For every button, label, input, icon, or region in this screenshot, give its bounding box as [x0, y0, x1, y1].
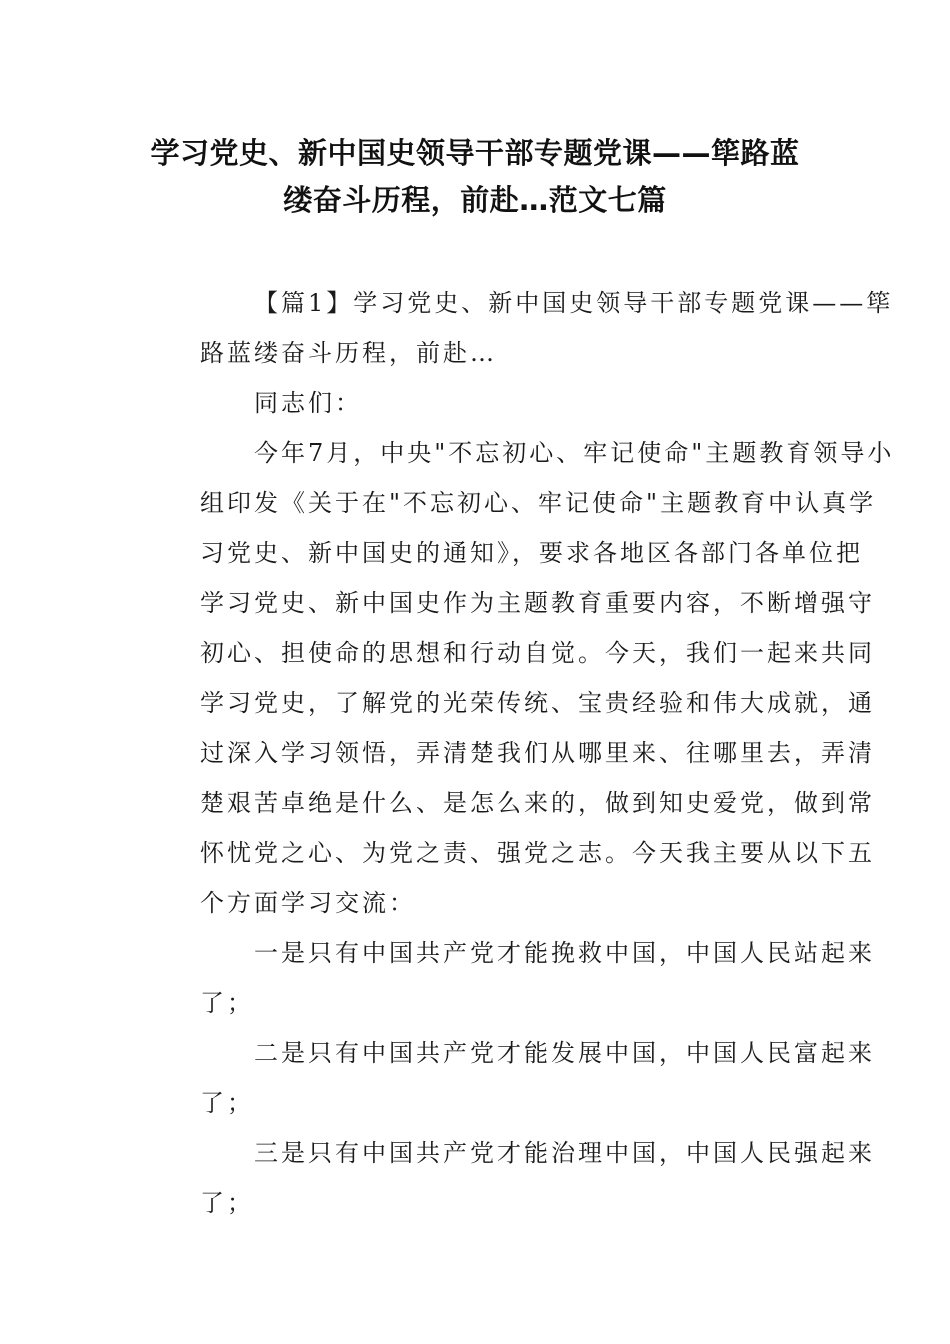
text-line: 学习党史，了解党的光荣传统、宝贵经验和伟大成就，通	[200, 689, 875, 717]
text-line: 了；	[200, 989, 254, 1017]
text-line: 了；	[200, 1189, 254, 1217]
salutation-paragraph	[146, 378, 810, 428]
text-line: 今年7月，中央"不忘初心、牢记使命"主题教育领导小	[254, 439, 895, 467]
text-line: 【篇1】学习党史、新中国史领导干部专题党课——筚	[254, 289, 894, 317]
text-line: 路蓝缕奋斗历程，前赴…	[200, 339, 497, 367]
text-line: 怀忧党之心、为党之责、强党之志。今天我主要从以下五	[200, 839, 875, 867]
text-line: 同志们：	[254, 389, 362, 417]
document-title-line: 缕奋斗历程，前赴…范文七篇	[283, 183, 667, 217]
text-line: 了；	[200, 1089, 254, 1117]
section-heading-paragraph	[146, 278, 894, 378]
document-title-line: 学习党史、新中国史领导干部专题党课——筚路蓝	[150, 136, 800, 170]
document-title	[120, 130, 830, 224]
list-item-paragraph	[146, 1128, 875, 1228]
list-item-paragraph	[146, 928, 875, 1028]
text-line: 三是只有中国共产党才能治理中国，中国人民强起来	[254, 1139, 875, 1167]
text-line: 组印发《关于在"不忘初心、牢记使命"主题教育中认真学	[200, 489, 877, 517]
text-line: 二是只有中国共产党才能发展中国，中国人民富起来	[254, 1039, 875, 1067]
text-line: 初心、担使命的思想和行动自觉。今天，我们一起来共同	[200, 639, 875, 667]
document-body	[146, 278, 895, 1228]
text-line: 习党史、新中国史的通知》，要求各地区各部门各单位把	[200, 539, 863, 567]
text-line: 过深入学习领悟，弄清楚我们从哪里来、往哪里去，弄清	[200, 739, 875, 767]
body-paragraph	[146, 428, 895, 928]
list-item-paragraph	[146, 1028, 875, 1128]
text-line: 学习党史、新中国史作为主题教育重要内容，不断增强守	[200, 589, 875, 617]
text-line: 个方面学习交流：	[200, 889, 416, 917]
text-line: 楚艰苦卓绝是什么、是怎么来的，做到知史爱党，做到常	[200, 789, 875, 817]
text-line: 一是只有中国共产党才能挽救中国，中国人民站起来	[254, 939, 875, 967]
